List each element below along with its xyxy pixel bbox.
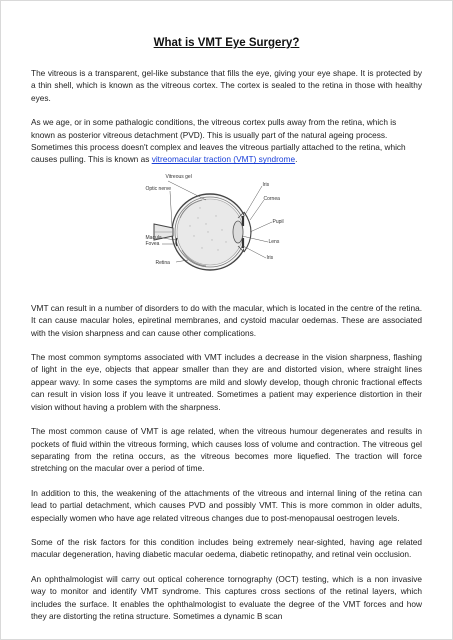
paragraph-diagnosis: An ophthalmologist will carry out optical coherence tornography (OCT) testing, which is a non invasive way to monitor and identify VMT syndrome. This captures cross sections of the retinal layers, which includes the surface. It enables the ophthalmologist to evaluate the degree of the VMT forces and how they are distorting the retina structure. Sometimes a dynamic B scan	[31, 573, 422, 621]
label-vitreous-gel: Vitreous gel	[165, 173, 192, 180]
label-pupil: Pupil	[272, 218, 284, 225]
paragraph-pvd-text: As we age, or in some pathalogic conditions, the vitreous cortex pulls away from the retina, which is known as posterior vitreous detachment (PVD). This is usually part of the natural ageing process. Sometimes this process doesn't complex and leaves the vitreous partially attached to the retina, which causes pulling. This is known as	[31, 117, 406, 165]
eye-diagram-image	[146, 178, 308, 284]
vmt-syndrome-link[interactable]: vitreomacular traction (VMT) syndrome	[151, 154, 296, 165]
label-retina: Retina	[155, 259, 170, 266]
label-fovea: Fovea	[145, 240, 160, 247]
paragraph-causes: The most common cause of VMT is age related, when the vitreous humour degenerates and results in pockets of fluid within the vitreous forming, which causes loss of volume and contraction. The vitreous gel separating from the retina occurs, as the vitreous becomes more liquefied. The traction will force stretching on the macular over a period of time.	[31, 426, 422, 474]
paragraph-pvd-end: .	[295, 154, 298, 165]
label-optic-nerve: Optic nerve	[145, 185, 172, 192]
paragraph-symptoms: The most common symptoms associated with VMT includes a decrease in the vision sharpness, flashing of light in the eye, objects that appear smaller than they are and distorted vision, where straight lines appear wavy. In some cases the symptoms are mild and slowly develop, though chronic fractional effects can result in vision loss if you leave it untreated. Sometimes a patient may experience distortion in their vision without having a problem with the sharpness.	[31, 352, 422, 412]
label-iris-top: Iris	[262, 181, 270, 188]
document-content	[31, 37, 422, 634]
page-title: What is VMT Eye Surgery?	[153, 37, 300, 49]
label-cornea: Cornea	[263, 195, 280, 202]
label-lens: Lens	[268, 238, 280, 245]
label-macula: Macula	[145, 234, 162, 241]
paragraph-risk-factors: Some of the risk factors for this condition includes being extremely near-sighted, having age related macular degeneration, having diabetic macular oedema, diabetic retinopathy, and retinal vein occlusion.	[31, 536, 422, 560]
eye-anatomy-figure	[145, 173, 308, 284]
paragraph-detachment: In addition to this, the weakening of the attachments of the vitreous and internal lining of the retina can lead to partial detachment, which causes PVD and possibly VMT. This is more common in older adults, especially women who have age related vitreous changes due to post-menopausal oestrogen levels.	[31, 487, 422, 523]
paragraph-vitreous: The vitreous is a transparent, gel-like substance that fills the eye, giving your eye shape. It is protected by a thin shell, which is known as the vitreous cortex. The cortex is sealed to the retina in those with healthy eyes.	[31, 68, 422, 103]
paragraph-disorders: VMT can result in a number of disorders to do with the macular, which is located in the centre of the retina. It can cause macular holes, epiretinal membranes, and cystoid macular oedemas. These are associated with the vision sharpness and can cause other complications.	[31, 302, 422, 338]
label-iris-bottom: Iris	[266, 254, 274, 261]
paragraph-pvd	[31, 116, 422, 166]
